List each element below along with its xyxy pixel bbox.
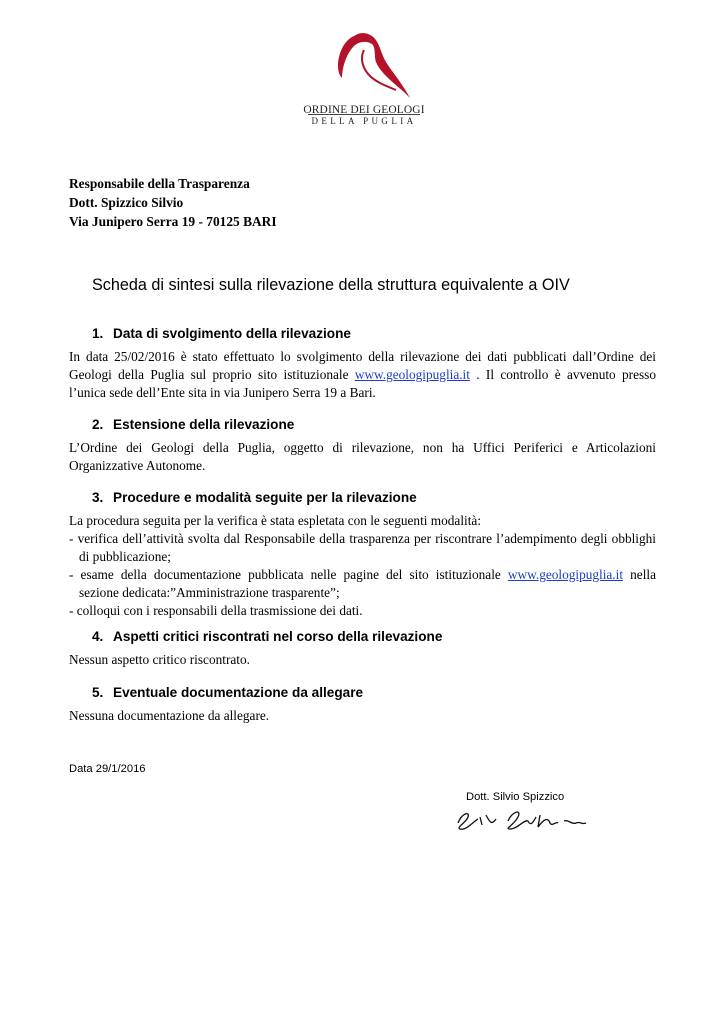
responsabile-block xyxy=(69,174,277,231)
section-number: 3. xyxy=(92,490,104,505)
section-5 xyxy=(69,684,656,725)
section-body: L’Ordine dei Geologi della Puglia, oggetto di rilevazione, non ha Uffici Periferici e Articolazioni Organizzative Autonome. xyxy=(69,440,656,473)
section-body: Nessuna documentazione da allegare. xyxy=(69,708,270,723)
section-heading xyxy=(92,325,656,343)
list-item: - colloqui con i responsabili della trasmissione dei dati. xyxy=(69,603,363,618)
section-number: 5. xyxy=(92,685,104,700)
section-intro: La procedura seguita per la verifica è stata espletata con le seguenti modalità: xyxy=(69,513,482,528)
section-heading xyxy=(92,416,656,434)
responsabile-address: Via Junipero Serra 19 - 70125 BARI xyxy=(69,214,277,229)
section-title: Data di svolgimento della rilevazione xyxy=(113,326,351,341)
section-number: 4. xyxy=(92,629,104,644)
section-heading xyxy=(92,628,656,646)
section-heading xyxy=(92,684,656,702)
website-link[interactable]: www.geologipuglia.it xyxy=(354,367,470,382)
section-title: Eventuale documentazione da allegare xyxy=(113,685,364,700)
body-text: nella sezione dedicata:”Amministrazione trasparente”; xyxy=(79,567,656,600)
body-text: In data 25/02/2016 è stato effettuato lo svolgimento della rilevazione dei dati pubblicati dall’Ordine dei Geologi della Puglia sul proprio sito istituzionale xyxy=(69,349,656,382)
section-2 xyxy=(69,416,656,475)
section-1 xyxy=(69,325,656,402)
section-3 xyxy=(69,489,656,620)
document-date: Data 29/1/2016 xyxy=(69,763,146,775)
list-item xyxy=(69,566,656,602)
geologi-logo-icon xyxy=(314,28,414,100)
website-link[interactable]: www.geologipuglia.it xyxy=(507,567,624,582)
section-heading xyxy=(92,489,656,507)
responsabile-name: Dott. Spizzico Silvio xyxy=(69,195,184,210)
page-title: Scheda di sintesi sulla rilevazione della struttura equivalente a OIV xyxy=(92,276,570,294)
logo-divider xyxy=(308,114,420,115)
section-number: 1. xyxy=(92,326,104,341)
section-body xyxy=(69,348,656,402)
section-title: Aspetti critici riscontrati nel corso della rilevazione xyxy=(113,629,443,644)
signature-icon xyxy=(452,803,592,833)
section-number: 2. xyxy=(92,417,104,432)
section-4 xyxy=(69,628,656,669)
signer-name: Dott. Silvio Spizzico xyxy=(466,791,565,803)
logo-subtitle: DELLA PUGLIA xyxy=(311,116,417,126)
section-title: Procedure e modalità seguite per la rilevazione xyxy=(113,490,417,505)
responsabile-role: Responsabile della Trasparenza xyxy=(69,176,250,191)
section-title: Estensione della rilevazione xyxy=(113,417,295,432)
logo-title: ORDINE DEI GEOLOGI xyxy=(303,104,425,116)
list-item: - verifica dell’attività svolta dal Responsabile della trasparenza per riscontrare l’adempimento degli obblighi di pubblicazione; xyxy=(69,531,656,564)
body-text: . Il controllo è avvenuto presso l’unica sede dell’Ente sita in via Junipero Serra 19 a Bari. xyxy=(69,367,656,400)
section-body: Nessun aspetto critico riscontrato. xyxy=(69,652,250,667)
logo xyxy=(296,28,432,128)
body-text: - esame della documentazione pubblicata nelle pagine del sito istituzionale xyxy=(69,567,508,582)
